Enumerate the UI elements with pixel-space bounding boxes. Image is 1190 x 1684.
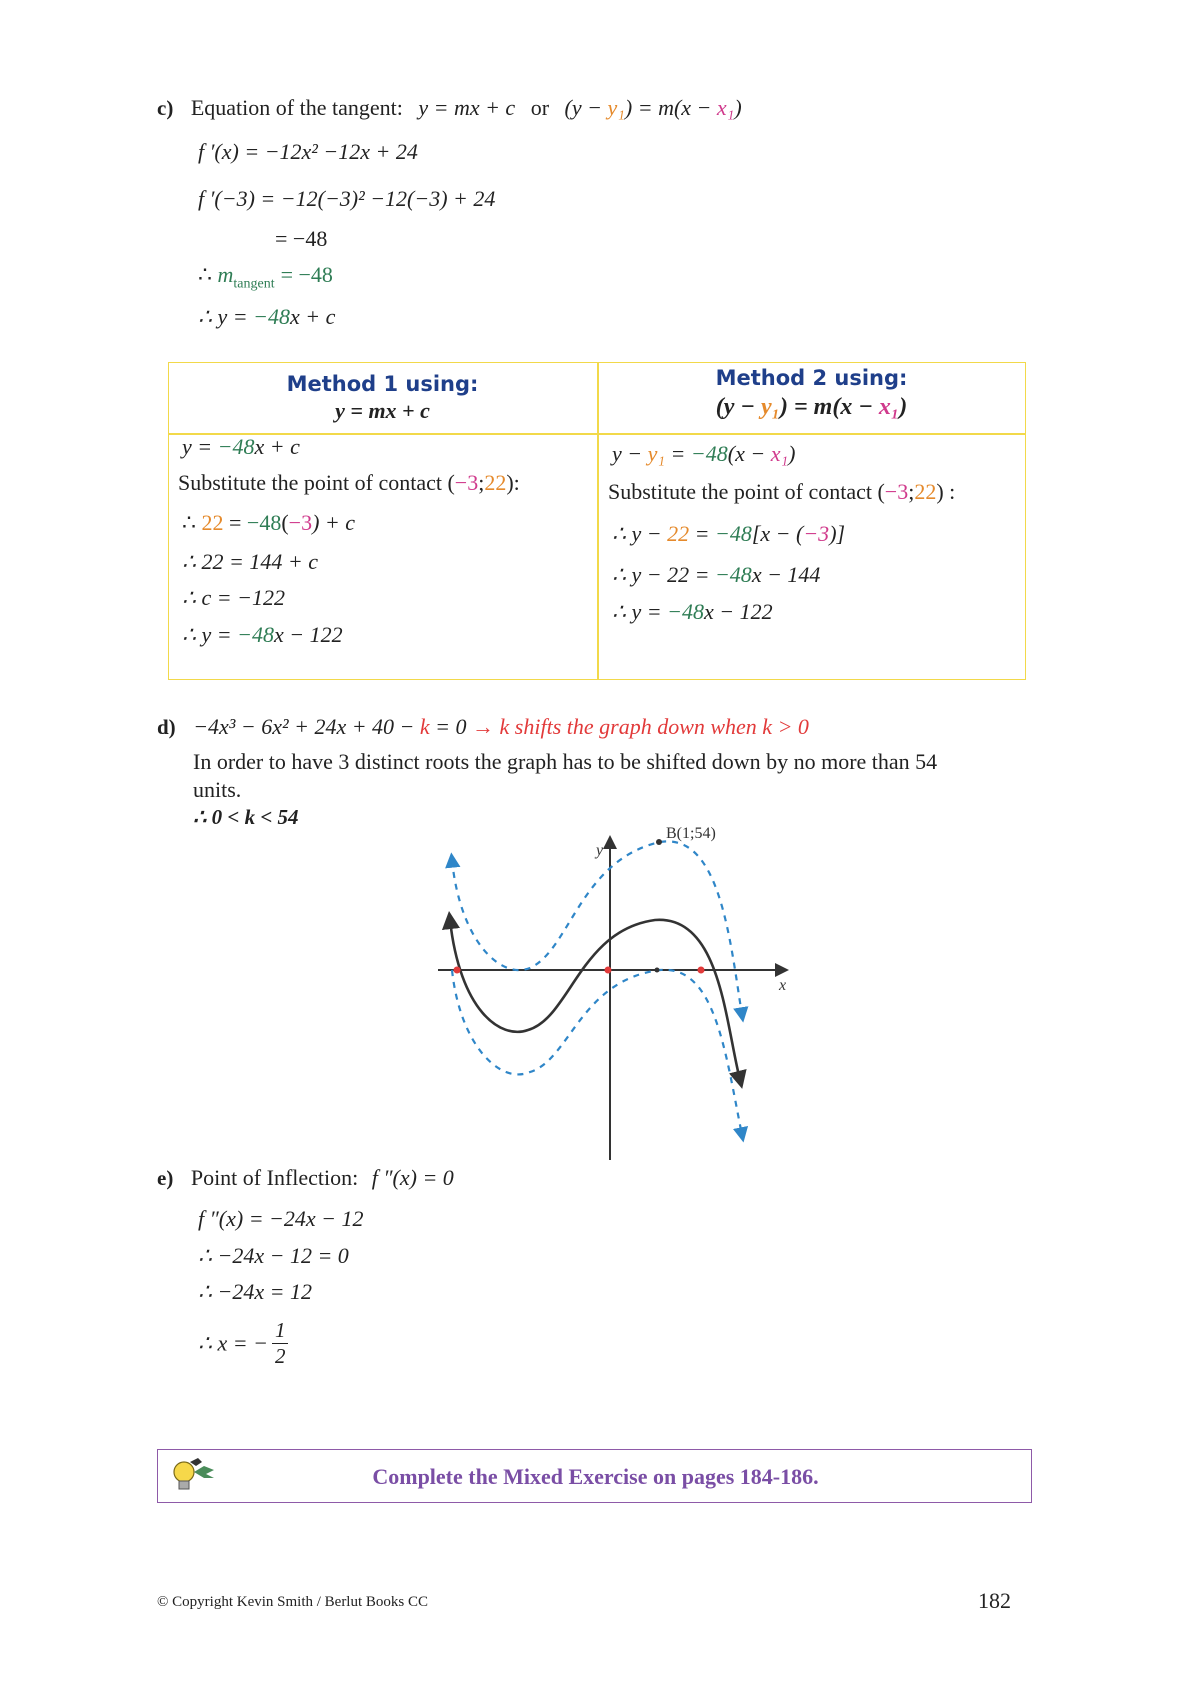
m1-line1: y = −48x + c [182, 434, 300, 459]
part-c-label: c) [157, 96, 174, 120]
original-curve [450, 920, 740, 1080]
inflection-condition: f ″(x) = 0 [371, 1165, 454, 1190]
method2-title: Method 2 using: [715, 366, 908, 390]
y-axis-label: y [596, 842, 604, 859]
tangent-point [655, 968, 660, 973]
m2-line1: y − y₁ = −48(x − x₁) [612, 441, 796, 466]
part-d-conclusion: ∴ 0 < k < 54 [193, 805, 299, 829]
x-axis-label: x [779, 977, 787, 994]
m1-line3: ∴ 22 = −48(−3) + c [182, 510, 356, 535]
shifted-up-curve [452, 841, 742, 1015]
derivative-result: = −48 [275, 226, 328, 251]
part-e-label: e) [157, 1166, 174, 1190]
point-b-label: B(1;54) [666, 825, 716, 842]
page-number: 182 [978, 1588, 1011, 1613]
copyright-text: © Copyright Kevin Smith / Berlut Books CC [157, 1594, 428, 1610]
inflection-step3: ∴ −24x = 12 [198, 1279, 312, 1304]
m1-line6: ∴ y = −48x − 122 [182, 622, 343, 647]
cubic-graph [430, 820, 810, 1165]
m2-line3: ∴ y − 22 = −48[x − (−3)] [612, 521, 846, 546]
part-d-paragraph-line2: units. [193, 777, 242, 802]
method1-title: Method 1 using: [286, 372, 479, 396]
shifted-down-curve [452, 970, 742, 1135]
tangent-intro: Equation of the tangent: [190, 95, 403, 120]
m2-line5: ∴ y = −48x − 122 [612, 599, 773, 624]
method1-header [168, 372, 597, 424]
point-b [656, 839, 662, 845]
part-c-heading [157, 97, 742, 119]
tangent-equation-line: ∴ y = −48x + c [198, 304, 336, 329]
m1-line5: ∴ c = −122 [182, 585, 285, 610]
inflection-result: ∴ x = − $\frac{1}{2}$ [198, 1318, 288, 1369]
part-d-paragraph-line1: In order to have 3 distinct roots the graph has to be shifted down by no more than 54 [193, 749, 938, 774]
shift-equation: −4x³ − 6x² + 24x + 40 − k = 0 → k shifts the graph down when k > 0 [193, 714, 809, 739]
derivative-line: f ′(x) = −12x² −12x + 24 [198, 139, 418, 164]
root-point-origin [605, 967, 612, 974]
m1-substitute: Substitute the point of contact (−3;22): [178, 470, 520, 495]
form-y-mx-c: y = mx + c [418, 95, 516, 120]
m2-line4: ∴ y − 22 = −48x − 144 [612, 562, 821, 587]
second-derivative-line: f ″(x) = −24x − 12 [198, 1206, 364, 1231]
part-d-heading [157, 716, 809, 738]
method2-header [597, 366, 1026, 421]
m2-substitute: Substitute the point of contact (−3;22) : [608, 479, 956, 504]
method1-form: y = mx + c [335, 398, 430, 423]
method2-form: (y − y₁) = m(x − x₁) [715, 394, 908, 420]
part-e-heading [157, 1167, 454, 1189]
derivative-at-line: f ′(−3) = −12(−3)² −12(−3) + 24 [198, 186, 496, 211]
point-gradient-form: (y − y₁) = m(x − x₁) [564, 95, 742, 120]
m-tangent-line: ∴ $m_{tangent} = -48$ [198, 262, 333, 292]
fraction-one-half: $\frac{1}{2}$ [272, 1318, 289, 1369]
mixed-exercise-banner [157, 1449, 1032, 1503]
inflection-step2: ∴ −24x − 12 = 0 [198, 1243, 349, 1268]
root-point-left [454, 967, 461, 974]
root-point-right [698, 967, 705, 974]
or-word: or [530, 95, 550, 120]
m1-line4: ∴ 22 = 144 + c [182, 549, 318, 574]
inflection-intro: Point of Inflection: [190, 1165, 359, 1190]
part-d-label: d) [157, 715, 176, 739]
banner-text: Complete the Mixed Exercise on pages 184-186. [372, 1464, 819, 1489]
